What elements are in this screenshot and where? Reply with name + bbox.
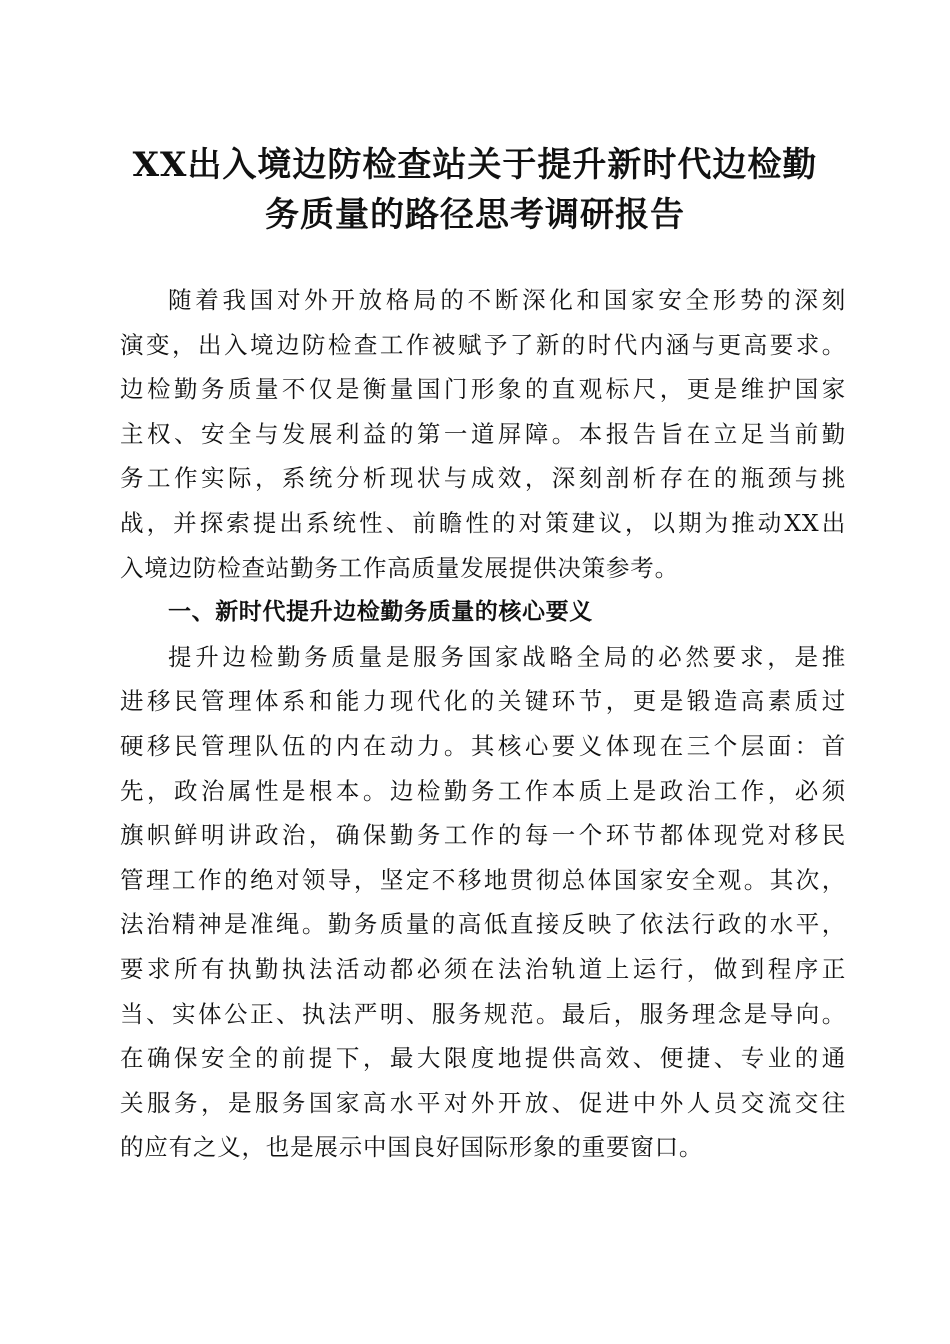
- text-line: 务工作实际，系统分析现状与成效，深刻剖析存在的瓶颈与挑: [120, 464, 846, 493]
- text-line: 关服务，是服务国家高水平对外开放、促进中外人员交流交往: [120, 1088, 846, 1117]
- text-line: 演变，出入境边防检查工作被赋予了新的时代内涵与更高要求。: [120, 330, 846, 359]
- section-heading: 一、新时代提升边检勤务质量的核心要义: [168, 599, 593, 626]
- title-line: XX出入境边防检查站关于提升新时代边检勤: [132, 145, 818, 185]
- text-line: 当、实体公正、执法严明、服务规范。最后，服务理念是导向。: [120, 999, 846, 1028]
- text-line: 的应有之义，也是展示中国良好国际形象的重要窗口。: [120, 1133, 704, 1162]
- text-line: 入境边防检查站勤务工作高质量发展提供决策参考。: [120, 553, 679, 582]
- text-line: 随着我国对外开放格局的不断深化和国家安全形势的深刻: [168, 286, 846, 314]
- text-line: 在确保安全的前提下，最大限度地提供高效、便捷、专业的通: [120, 1044, 846, 1073]
- text-line: 提升边检勤务质量是服务国家战略全局的必然要求，是推: [168, 642, 846, 671]
- text-line: 边检勤务质量不仅是衡量国门形象的直观标尺，更是维护国家: [120, 375, 846, 404]
- text-line: 主权、安全与发展利益的第一道屏障。本报告旨在立足当前勤: [120, 419, 846, 448]
- text-line: 硬移民管理队伍的内在动力。其核心要义体现在三个层面：首: [120, 731, 846, 760]
- text-line: 法治精神是准绳。勤务质量的高低直接反映了依法行政的水平，: [120, 910, 846, 939]
- text-line: 要求所有执勤执法活动都必须在法治轨道上运行，做到程序正: [120, 954, 846, 983]
- intro-paragraph: [120, 278, 846, 590]
- text-line: 先，政治属性是根本。边检勤务工作本质上是政治工作，必须: [120, 776, 846, 805]
- section-paragraph: [120, 635, 846, 1170]
- text-line: 旗帜鲜明讲政治，确保勤务工作的每一个环节都体现党对移民: [120, 821, 846, 850]
- title-line: 务质量的路径思考调研报告: [265, 195, 685, 235]
- text-line: 进移民管理体系和能力现代化的关键环节，更是锻造高素质过: [120, 687, 846, 716]
- document-body: [120, 278, 846, 1170]
- text-line: 战，并探索提出系统性、前瞻性的对策建议，以期为推动XX出: [120, 508, 846, 537]
- text-line: 管理工作的绝对领导，坚定不移地贯彻总体国家安全观。其次，: [120, 865, 846, 894]
- document-title: [95, 140, 855, 240]
